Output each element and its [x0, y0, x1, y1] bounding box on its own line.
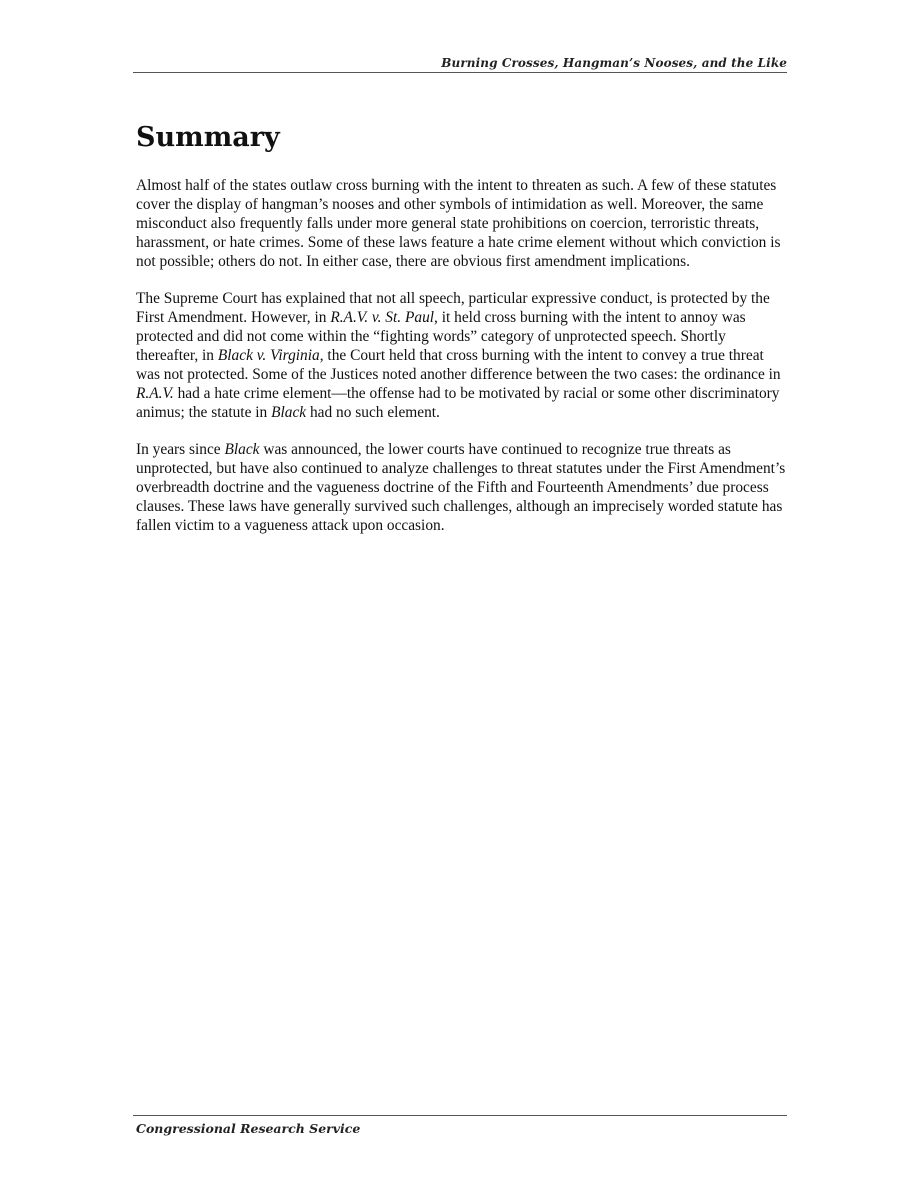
- paragraph: [136, 176, 788, 271]
- paragraph-text: , it held cross burning with the intent to annoy was protected and did not come within the “fighting words” category of unprotected speech. Shortly thereafter, in: [136, 309, 746, 364]
- page-title: Summary: [136, 122, 280, 153]
- case-citation: R.A.V. v. St. Paul: [330, 309, 435, 326]
- paragraph-text: had no such element.: [306, 404, 440, 421]
- case-citation: Black v. Virginia: [217, 347, 320, 364]
- paragraph-text: Almost half of the states outlaw cross burning with the intent to threaten as such. A few of these statutes cover the display of hangman’s nooses and other symbols of intimidation as well. Moreover, the same misconduct also frequently falls under more general state prohibitions on coercion, terroristic threats, harassment, or hate crimes. Some of these laws feature a hate crime element without which conviction is not possible; others do not. In either case, there are obvious first amendment implications.: [136, 177, 781, 270]
- footer-rule: [133, 1115, 787, 1116]
- body-text: [136, 176, 788, 553]
- paragraph-text: was announced, the lower courts have continued to recognize true threats as unprotected, but have also continued to analyze challenges to threat statutes under the First Amendment’s overbreadth doctrine and the vagueness doctrine of the Fifth and Fourteenth Amendments’ due process clauses. These laws have generally survived such challenges, although an imprecisely worded statute has fallen victim to a vagueness attack upon occasion.: [136, 441, 786, 534]
- running-header: Burning Crosses, Hangman’s Nooses, and the Like: [441, 56, 787, 70]
- case-citation: Black: [224, 441, 260, 458]
- paragraph-text: The Supreme Court has explained that not all speech, particular expressive conduct, is protected by the First Amendment. However, in: [136, 290, 770, 326]
- paragraph: [136, 289, 788, 422]
- running-footer: Congressional Research Service: [136, 1121, 361, 1136]
- case-citation: R.A.V.: [136, 385, 174, 402]
- header-rule: [133, 72, 787, 73]
- case-citation: Black: [271, 404, 307, 421]
- paragraph-text: In years since: [136, 441, 225, 458]
- paragraph-text: had a hate crime element—the offense had to be motivated by racial or some other discriminatory animus; the statute in: [136, 385, 780, 421]
- paragraph: [136, 440, 788, 535]
- paragraph-text: , the Court held that cross burning with the intent to convey a true threat was not protected. Some of the Justices noted another difference between the two cases: the ordinance in: [136, 347, 781, 383]
